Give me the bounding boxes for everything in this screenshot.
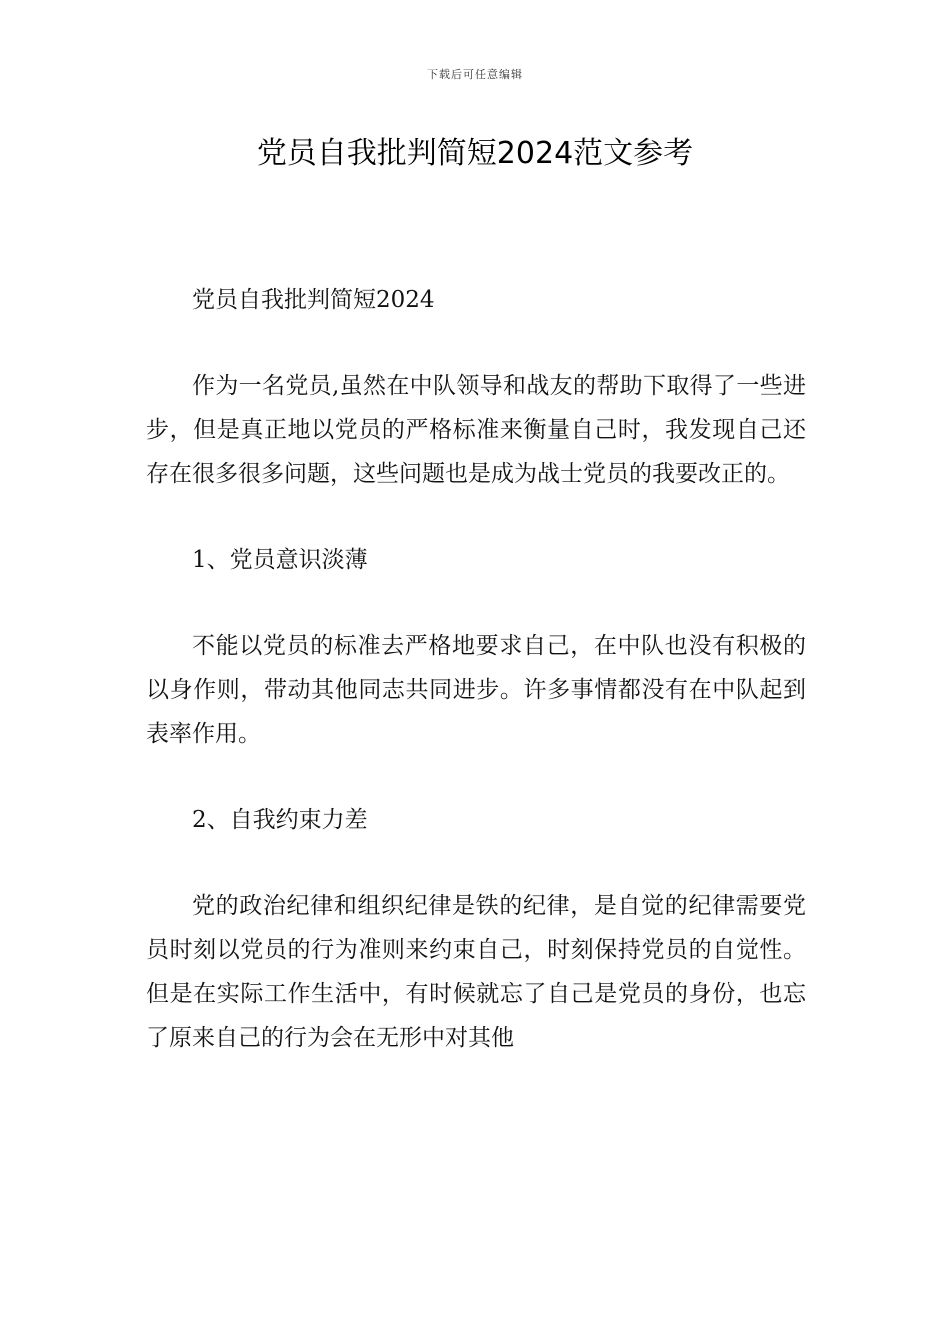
document-body: [146, 278, 806, 1102]
section-1-paragraph: 不能以党员的标准去严格地要求自己，在中队也没有积极的以身作则，带动其他同志共同进步。许多事情都没有在中队起到表率作用。: [146, 633, 806, 747]
subtitle-paragraph: 党员自我批判简短2024: [192, 287, 435, 313]
header-note: 下载后可任意编辑: [427, 68, 523, 81]
section-heading-2: 2、自我约束力差: [192, 807, 368, 833]
section-heading-1: 1、党员意识淡薄: [192, 547, 368, 573]
document-title: 党员自我批判简短2024范文参考: [256, 136, 694, 171]
intro-paragraph: 作为一名党员,虽然在中队领导和战友的帮助下取得了一些进步，但是真正地以党员的严格标准来衡量自己时，我发现自己还存在很多很多问题，这些问题也是成为战士党员的我要改正的。: [146, 373, 806, 487]
section-2-paragraph: 党的政治纪律和组织纪律是铁的纪律，是自觉的纪律需要党员时刻以党员的行为准则来约束自己，时刻保持党员的自觉性。但是在实际工作生活中，有时候就忘了自己是党员的身份，也忘了原来自己的行为会在无形中对其他: [146, 893, 806, 1051]
